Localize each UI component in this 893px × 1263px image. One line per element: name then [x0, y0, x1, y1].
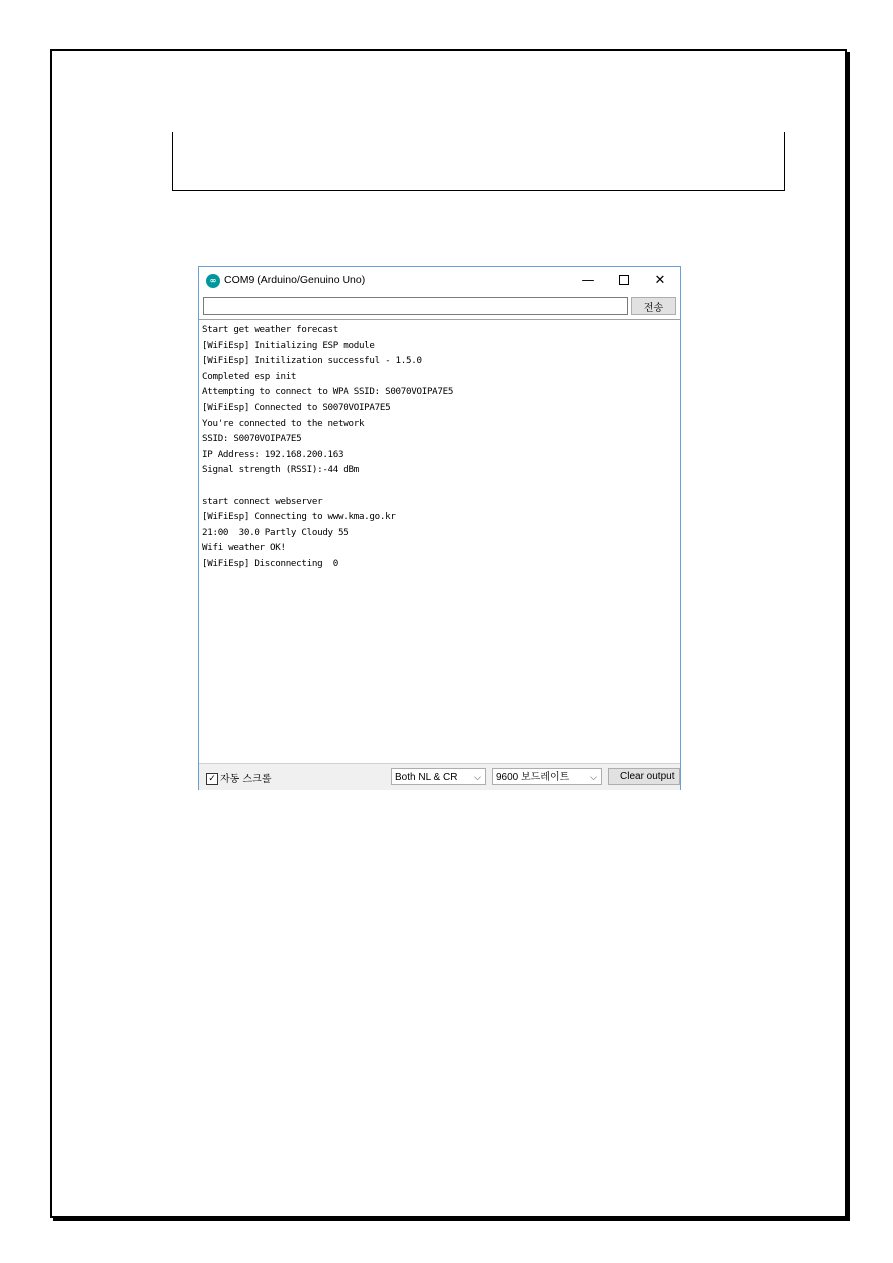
title-bar[interactable]: [199, 267, 680, 295]
code-box-bottom: [172, 132, 785, 191]
chevron-down-icon: ⌵: [474, 772, 481, 782]
serial-output[interactable]: [199, 319, 680, 764]
output-line: Start get weather forecast: [202, 324, 339, 335]
output-line: [WiFiEsp] Disconnecting 0: [202, 558, 339, 569]
chevron-down-icon: ⌵: [590, 772, 597, 782]
output-line: Attempting to connect to WPA SSID: S0070VOIPA7E5: [202, 386, 454, 398]
output-line: Completed esp init: [202, 370, 297, 382]
maximize-icon: [619, 275, 629, 285]
baud-rate-value: 9600 보드레이트: [496, 772, 570, 783]
line-ending-value: Both NL & CR: [395, 772, 458, 783]
output-line: [WiFiEsp] Initializing ESP module: [202, 339, 375, 351]
send-button[interactable]: 전송: [631, 297, 676, 315]
output-line: IP Address: 192.168.200.163: [202, 448, 344, 460]
window-title: COM9 (Arduino/Genuino Uno): [224, 274, 366, 286]
maximize-button[interactable]: [609, 271, 639, 291]
output-line: [WiFiEsp] Connected to S0070VOIPA7E5: [202, 402, 391, 413]
output-line: 21:00 30.0 Partly Cloudy 55: [202, 526, 349, 538]
bottom-bar: [199, 763, 680, 790]
output-line: [WiFiEsp] Connecting to www.kma.go.kr: [202, 511, 396, 523]
output-line: [WiFiEsp] Initilization successful - 1.5.0: [202, 355, 422, 367]
output-line: Wifi weather OK!: [202, 542, 286, 554]
autoscroll-label: 자동 스크롤: [220, 774, 272, 785]
output-line: You're connected to the network: [202, 417, 365, 429]
minimize-button[interactable]: —: [581, 273, 595, 288]
output-line: SSID: S0070VOIPA7E5: [202, 433, 302, 445]
serial-monitor-window: [198, 266, 681, 790]
send-input[interactable]: [203, 297, 628, 315]
arduino-icon: ∞: [206, 274, 220, 288]
autoscroll-checkbox[interactable]: ✓: [206, 773, 218, 785]
line-ending-select[interactable]: [391, 768, 486, 785]
close-button[interactable]: ✕: [654, 273, 666, 288]
clear-output-button[interactable]: Clear output: [608, 768, 680, 785]
output-line: Signal strength (RSSI):-44 dBm: [202, 464, 359, 476]
send-row: [199, 295, 680, 319]
baud-rate-select[interactable]: [492, 768, 602, 785]
output-line: start connect webserver: [202, 495, 323, 507]
autoscroll-toggle[interactable]: [206, 770, 271, 785]
